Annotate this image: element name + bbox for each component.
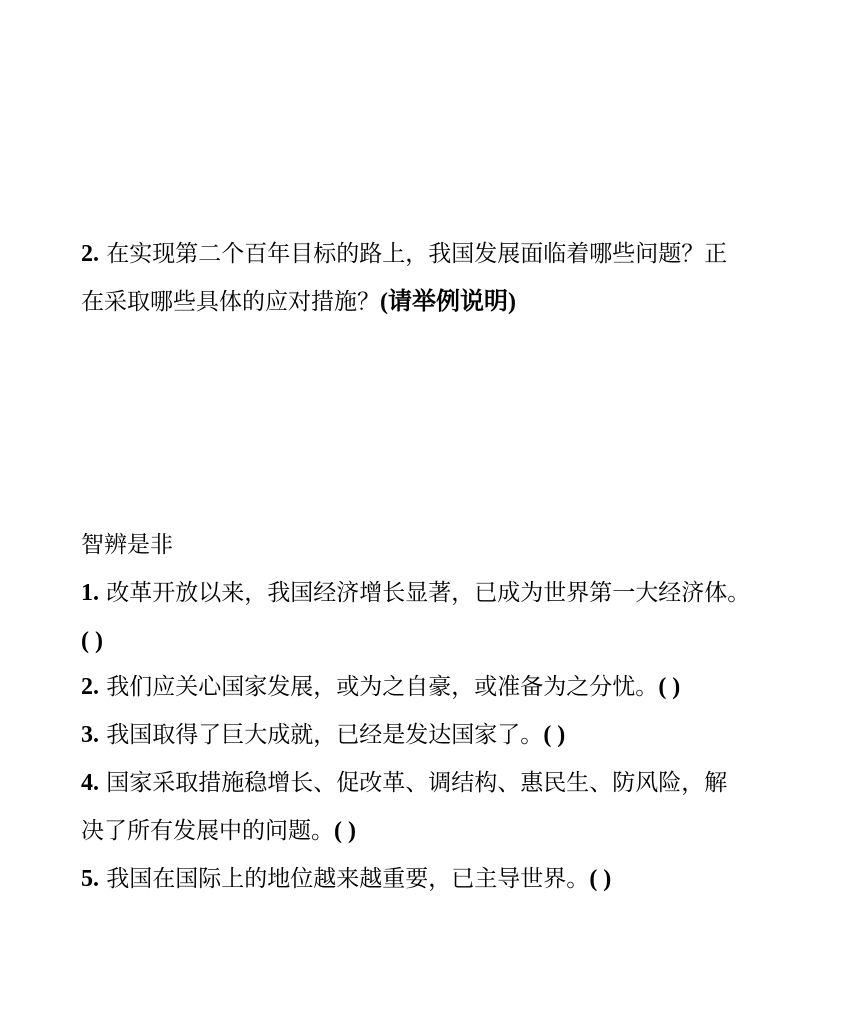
item-5-text: 我国在国际上的地位越来越重要，已主导世界。 xyxy=(99,866,590,892)
item-2-answer-blank[interactable]: ( ) xyxy=(658,674,681,700)
item-4-text-line-2: 决了所有发展中的问题。 xyxy=(81,818,334,844)
item-3-text: 我国取得了巨大成就，已经是发达国家了。 xyxy=(99,722,544,748)
question-2-line-2 xyxy=(81,286,801,318)
section-title: 智辨是非 xyxy=(81,532,173,558)
item-3-answer-blank[interactable]: ( ) xyxy=(543,722,566,748)
item-1-text: 改革开放以来，我国经济增长显著，已成为世界第一大经济体。 xyxy=(99,580,751,606)
question-2-note: (请举例说明) xyxy=(380,289,516,315)
question-2-number: 2. xyxy=(81,241,99,267)
item-1-answer-blank[interactable]: ( ) xyxy=(81,628,103,654)
item-5-answer-blank[interactable]: ( ) xyxy=(589,866,612,892)
question-2-text-line-1: 在实现第二个百年目标的路上，我国发展面临着哪些问题？正 xyxy=(99,241,728,267)
judgment-item-4-continued xyxy=(81,815,801,847)
question-2-line-1 xyxy=(81,238,801,270)
item-4-answer-blank[interactable]: ( ) xyxy=(334,818,356,844)
item-4-number: 4. xyxy=(81,770,99,796)
item-1-number: 1. xyxy=(81,580,99,606)
question-2-text-line-2: 在采取哪些具体的应对措施？ xyxy=(81,289,380,315)
item-3-number: 3. xyxy=(81,722,99,748)
judgment-item-1-answer xyxy=(81,625,801,657)
judgment-item-2 xyxy=(81,671,801,703)
judgment-item-4 xyxy=(81,767,801,799)
item-5-number: 5. xyxy=(81,866,99,892)
item-2-number: 2. xyxy=(81,674,99,700)
item-4-text-line-1: 国家采取措施稳增长、促改革、调结构、惠民生、防风险，解 xyxy=(99,770,728,796)
item-2-text: 我们应关心国家发展，或为之自豪，或准备为之分忧。 xyxy=(99,674,659,700)
judgment-item-3 xyxy=(81,719,801,751)
judgment-item-5 xyxy=(81,863,801,895)
judgment-item-1 xyxy=(81,577,801,609)
